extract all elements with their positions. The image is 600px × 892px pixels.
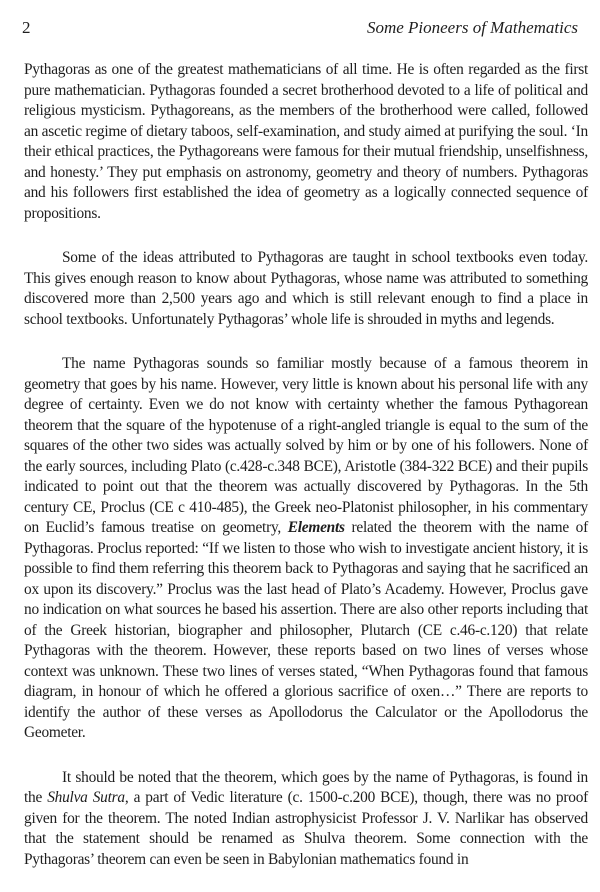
shulva-sutra-title: Shulva Sutra xyxy=(47,789,125,806)
paragraph-3-part-1: The name Pythagoras sounds so familiar mostly because of a famous theorem in geometry that goes by his name. However, very little is known about his personal life with any degree of certainty. Even we do not know with certainty whether the famous Pythagorean theorem that the square of the hypotenuse of a right-angled triangle is equal to the sum of the squares of the other two sides was actually solved by him or by one of his followers. None of the early sources, including Plato (c.428-c.348 BCE), Aristotle (384-322 BCE) and their pupils indicated to point out that the theorem was actually discovered by Pythagoras. In the 5th century CE, Proclus (CE c 410-485), the Greek neo-Platonist philosopher, in his commentary on Euclid’s famous treatise on geometry, xyxy=(24,355,588,536)
page-header xyxy=(22,16,578,40)
paragraph-4-part-1: It should be noted that the theorem, which goes by the name of Pythagoras, is found in the xyxy=(24,768,588,806)
paragraph-3 xyxy=(24,354,588,744)
running-title: Some Pioneers of Mathematics xyxy=(366,18,578,37)
paragraph-1: Pythagoras as one of the greatest mathematicians of all time. He is often regarded as the first pure mathematician. Pythagoras founded a secret brotherhood devoted to a life of political and religious mysticism. Pythagoreans, as the members of the brotherhood were called, followed an ascetic regime of dietary taboos, self-examination, and study aimed at purifying the soul. ‘In their ethical practices, the Pythagoreans were famous for their mutual friendship, unselfishness, and honesty.’ They put emphasis on astronomy, geometry and theory of numbers. Pythagoras and his followers first established the idea of geometry as a logically connected sequence of propositions. xyxy=(24,61,588,222)
elements-title: Elements xyxy=(287,519,345,536)
page-number: 2 xyxy=(22,18,31,37)
paragraph-4 xyxy=(24,768,588,871)
paragraph-3-part-2: related the theorem with the name of Pythagoras. Proclus reported: “If we listen to those who wish to investigate ancient history, it is possible to find them referring this theorem back to Pythagoras and saying that he sacrificed an ox upon its discovery.” Proclus was the last head of Plato’s Academy. However, Proclus gave no indication on what sources he based his assertion. There are also other reports including that of the Greek historian, biographer and philosopher, Plutarch (CE c.46-c.120) that relate Pythagoras with the theorem. However, these reports based on two lines of verses whose context was unknown. These two lines of verses stated, “When Pythagoras found that famous diagram, in honour of which he offered a glorious sacrifice of oxen…” There are reports to identify the author of these verses as Apollodorus the Calculator or the Apollodorus the Geometer. xyxy=(24,519,588,741)
body-text xyxy=(24,60,588,892)
paragraph-4-part-2: , a part of Vedic literature (c. 1500-c.200 BCE), though, there was no proof given for the theorem. The noted Indian astrophysicist Professor J. V. Narlikar has observed that the statement should be renamed as Shulva theorem. Some connection with the Pythagoras’ theorem can even be seen in Babylonian mathematics found in xyxy=(24,789,589,868)
paragraph-2: Some of the ideas attributed to Pythagoras are taught in school textbooks even today. This gives enough reason to know about Pythagoras, whose name was attributed to something discovered more than 2,500 years ago and which is still relevant enough to find a place in school textbooks. Unfortunately Pythagoras’ whole life is shrouded in myths and legends. xyxy=(24,249,588,328)
